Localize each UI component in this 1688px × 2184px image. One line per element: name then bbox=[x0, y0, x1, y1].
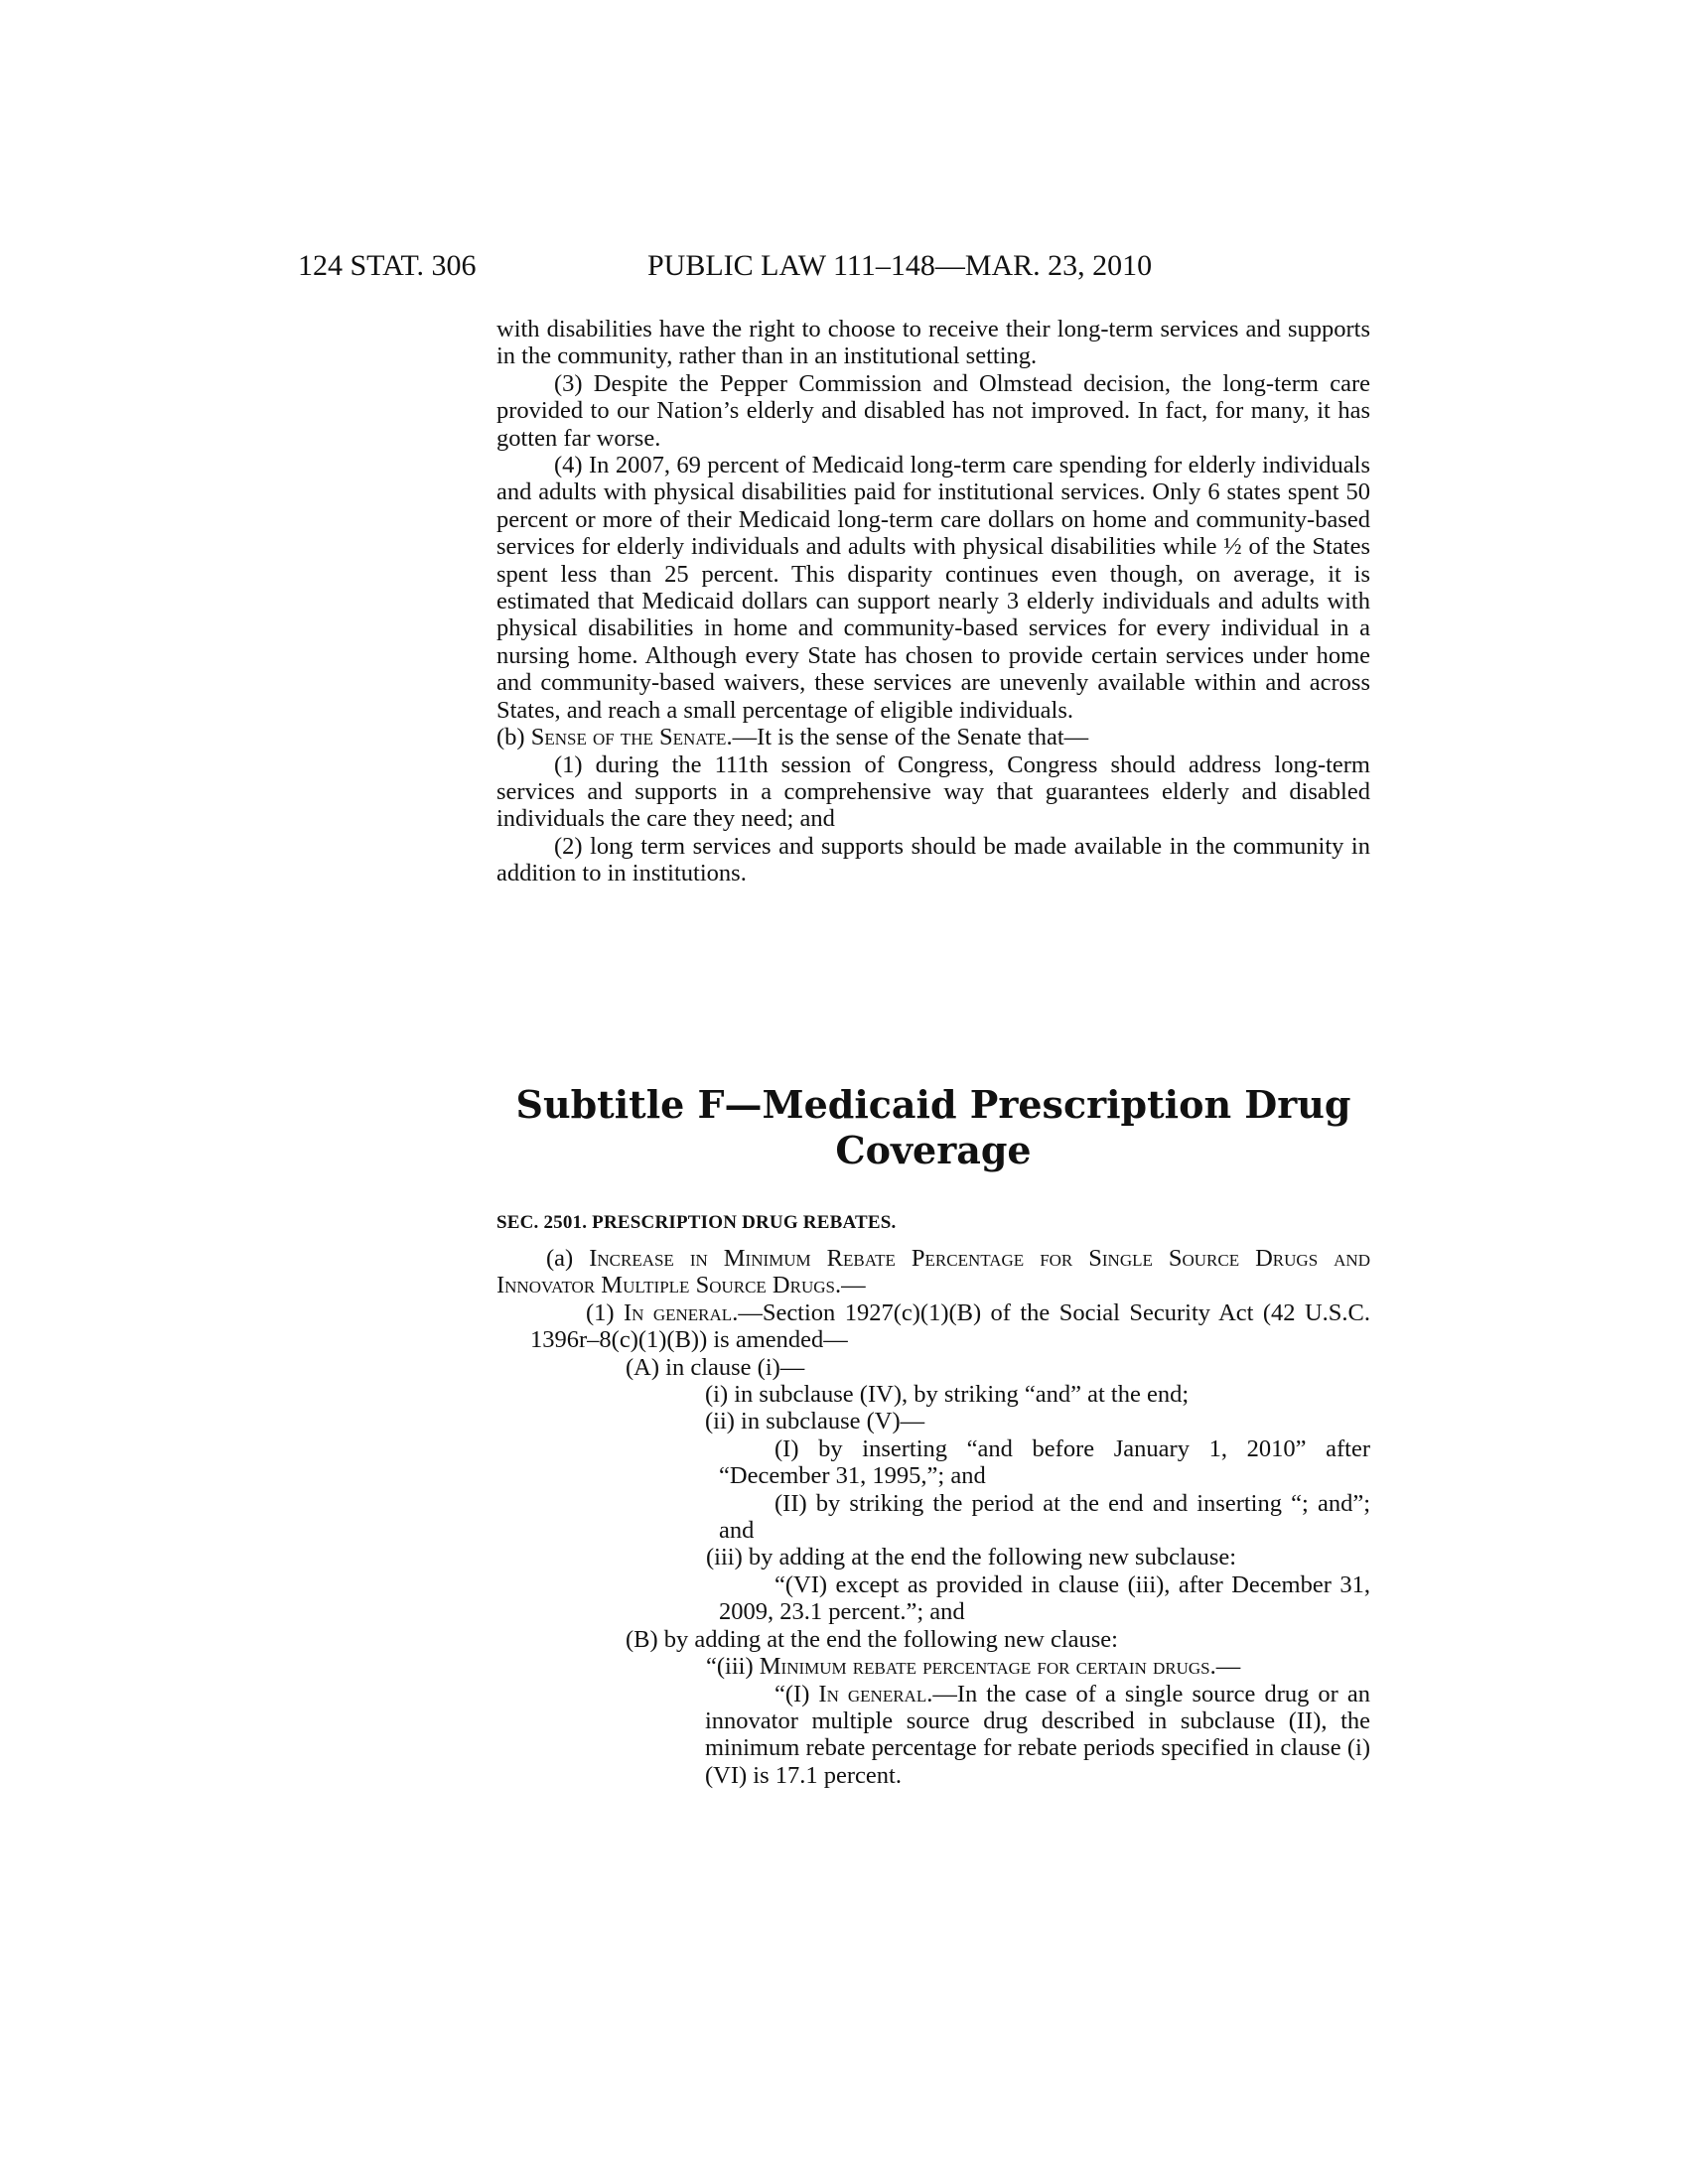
subclause-I: (I) by inserting “and before January 1, 2010” after “December 31, 1995,”; and bbox=[719, 1434, 1370, 1490]
subclause-II: (II) by striking the period at the end and inserting “; and”; and bbox=[719, 1489, 1370, 1545]
subclause-I-heading: In general bbox=[818, 1680, 927, 1707]
section-text bbox=[496, 1245, 1370, 1789]
subtitle-heading bbox=[496, 1082, 1370, 1173]
subclause-I-label: “(I) bbox=[774, 1680, 819, 1707]
paragraph-a1-label: (1) bbox=[586, 1298, 624, 1326]
page-header bbox=[298, 246, 1370, 286]
paragraph-continuation: with disabilities have the right to choose to receive their long-term services and supports in the community, rather than in an institutional setting. bbox=[496, 316, 1370, 370]
paragraph-4: (4) In 2007, 69 percent of Medicaid long-term care spending for elderly individuals and adults with physical disabilities paid for institutional services. Only 6 states spent 50 percent or more of their Medicaid long-term care dollars on home and community-based services for elderly individuals and adults with physical disabilities while ½ of the States spent less than 25 percent. This disparity continues even though, on average, it is estimated that Medicaid dollars can support nearly 3 elderly individuals and adults with physical disabilities in home and community-based services for every individual in a nursing home. Although every State has chosen to provide certain services under home and community-based waivers, these services are unevenly available within and across States, and reach a small percentage of eligible individuals. bbox=[496, 452, 1370, 724]
clause-i: (i) in subclause (IV), by striking “and” at the end; bbox=[705, 1381, 1190, 1409]
paragraph-a1 bbox=[441, 1299, 1370, 1354]
subsection-b-label: (b) bbox=[496, 724, 531, 751]
subsection-a-label: (a) bbox=[546, 1245, 590, 1272]
paragraph-a1-heading: In general bbox=[624, 1298, 733, 1326]
subtitle-line-2: Coverage bbox=[835, 1128, 1032, 1172]
public-law-citation: PUBLIC LAW 111–148—MAR. 23, 2010 bbox=[647, 249, 1153, 282]
subtitle-line-1: Subtitle F—Medicaid Prescription Drug bbox=[515, 1082, 1351, 1127]
clause-iii-new-heading: Minimum rebate percentage for certain drugs bbox=[759, 1653, 1210, 1681]
paragraph-a1-text: .—Section 1927(c)(1)(B) of the Social Security Act (42 U.S.C. 1396r–8(c)(1)(B)) is amended— bbox=[530, 1298, 1370, 1354]
clause-ii: (ii) in subclause (V)— bbox=[705, 1408, 925, 1435]
subclause-VI: “(VI) except as provided in clause (iii), after December 31, 2009, 23.1 percent.”; and bbox=[719, 1570, 1370, 1626]
findings-text bbox=[496, 316, 1370, 887]
clause-iii: (iii) by adding at the end the following new subclause: bbox=[706, 1544, 1237, 1571]
subparagraph-B: (B) by adding at the end the following new clause: bbox=[626, 1625, 1118, 1653]
clause-iii-new bbox=[496, 1653, 1370, 1680]
subclause-I-in-general bbox=[496, 1681, 1370, 1790]
subsection-b bbox=[496, 724, 1370, 751]
paragraph-b2: (2) long term services and supports should be made available in the community in addition to in institutions. bbox=[496, 832, 1370, 887]
statute-page-number: 124 STAT. 306 bbox=[298, 249, 477, 282]
subsection-a-dash: .— bbox=[834, 1272, 866, 1299]
paragraph-3: (3) Despite the Pepper Commission and Olmstead decision, the long-term care provided to our Nation’s elderly and disabled has not improved. In fact, for many, it has gotten far worse. bbox=[496, 369, 1370, 452]
subsection-b-heading: Sense of the Senate bbox=[530, 724, 727, 751]
section-heading: SEC. 2501. PRESCRIPTION DRUG REBATES. bbox=[496, 1212, 897, 1233]
clause-iii-new-dash: .— bbox=[1209, 1653, 1241, 1681]
paragraph-b1: (1) during the 111th session of Congress, Congress should address long-term services and supports in a comprehensive way that guarantees elderly and disabled individuals the care they need; and bbox=[496, 751, 1370, 833]
subclause-I-text: .—In the case of a single source drug or an innovator multiple source drug described in subclause (II), the minimum rebate percentage for rebate periods specified in clause (i)(VI) is 17.1 percent. bbox=[705, 1680, 1370, 1789]
subsection-b-text: .—It is the sense of the Senate that— bbox=[726, 724, 1089, 751]
subparagraph-A: (A) in clause (i)— bbox=[626, 1353, 805, 1381]
clause-iii-new-label: “(iii) bbox=[706, 1653, 760, 1681]
subsection-a-heading: Increase in Minimum Rebate Percentage for Single Source Drugs and Innovator Multiple Source Drugs bbox=[496, 1245, 1370, 1299]
subsection-a bbox=[496, 1245, 1370, 1299]
